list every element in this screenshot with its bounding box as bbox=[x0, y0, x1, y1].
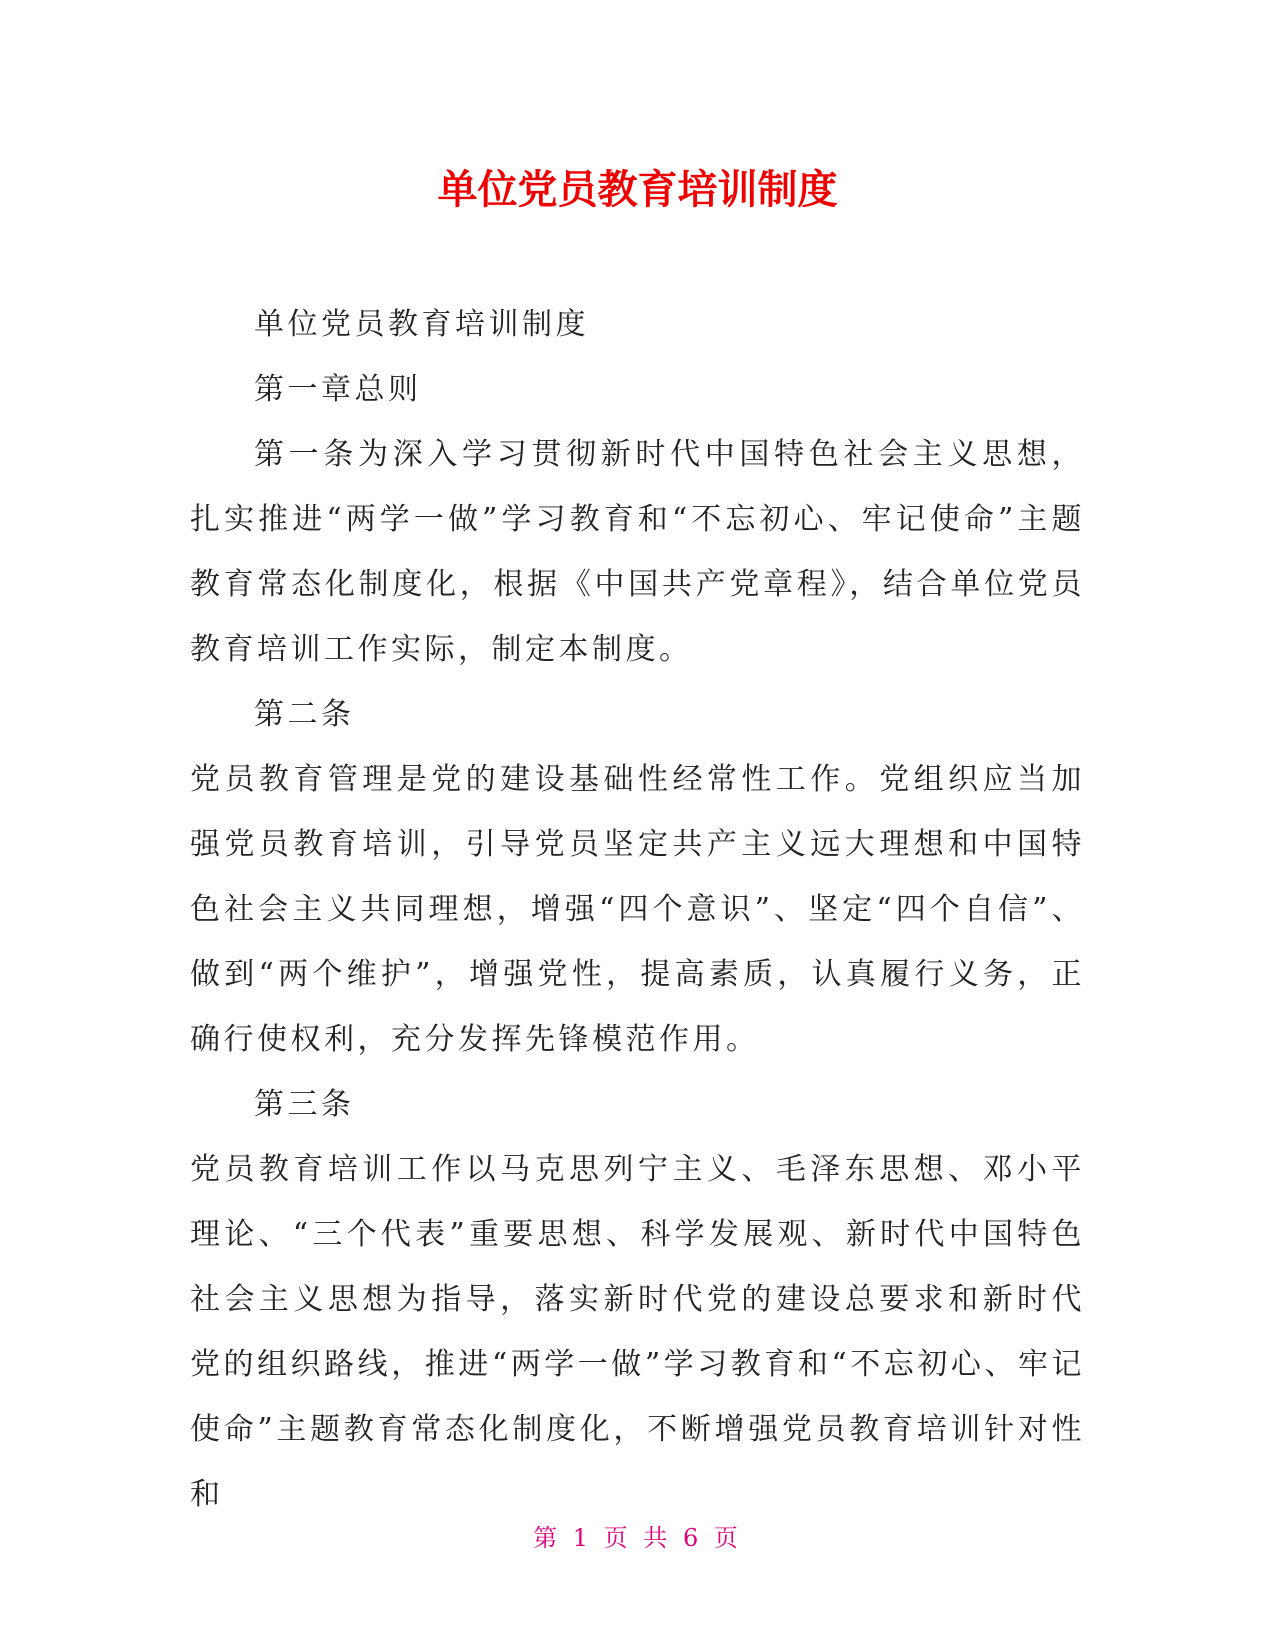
paragraph-article-2-body: 党员教育管理是党的建设基础性经常性工作。党组织应当加强党员教育培训，引导党员坚定共产主义远大理想和中国特色社会主义共同理想，增强“四个意识”、坚定“四个自信”、做到“两个维护”，增强党性，提高素质，认真履行义务，正确行使权利，充分发挥先锋模范作用。 bbox=[190, 762, 1085, 1057]
page-footer: 第 1 页 共 6 页 bbox=[533, 1524, 742, 1552]
document-title: 单位党员教育培训制度 bbox=[437, 167, 838, 213]
paragraph-article-3-body: 党员教育培训工作以马克思列宁主义、毛泽东思想、邓小平理论、“三个代表”重要思想、科学发展观、新时代中国特色社会主义思想为指导，落实新时代党的建设总要求和新时代党的组织路线，推进“两学一做”学习教育和“不忘初心、牢记使命”主题教育常态化制度化，不断增强党员教育培训针对性和 bbox=[190, 1152, 1085, 1512]
paragraph-article-2-heading: 第二条 bbox=[254, 697, 355, 732]
paragraph-chapter-heading: 第一章总则 bbox=[254, 372, 422, 407]
paragraph-article-1: 第一条为深入学习贯彻新时代中国特色社会主义思想，扎实推进“两学一做”学习教育和“不忘初心、牢记使命”主题教育常态化制度化，根据《中国共产党章程》，结合单位党员教育培训工作实际，制定本制度。 bbox=[190, 437, 1085, 667]
document-body bbox=[190, 292, 1085, 1527]
paragraph-subtitle: 单位党员教育培训制度 bbox=[254, 307, 589, 342]
paragraph-article-3-heading: 第三条 bbox=[254, 1087, 355, 1122]
